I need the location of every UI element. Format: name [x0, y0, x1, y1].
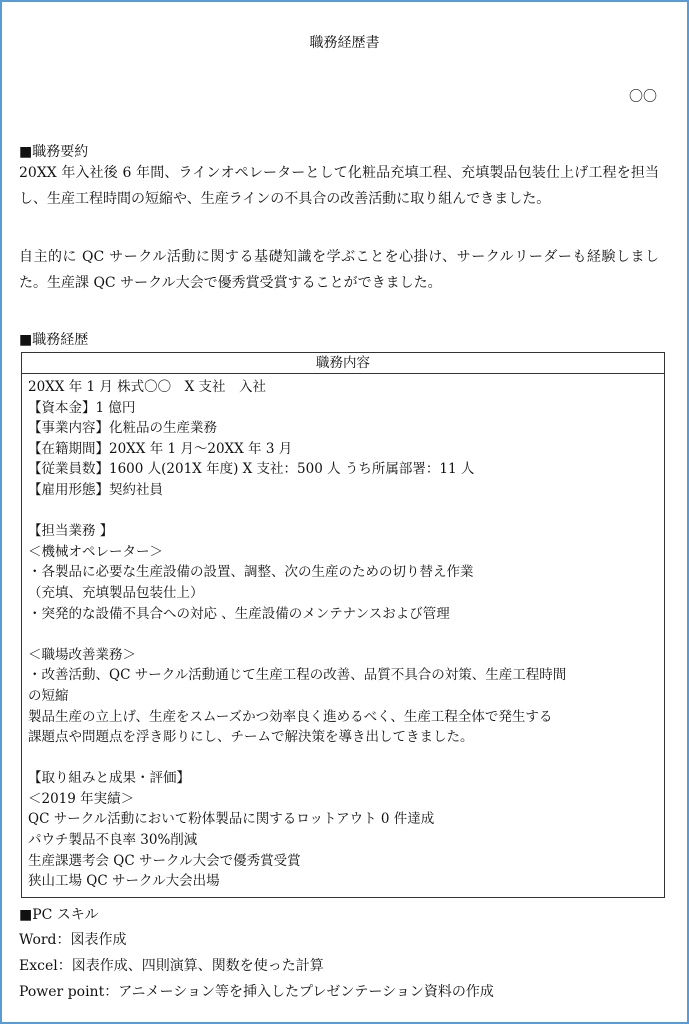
- summary-heading: ■職務要約: [19, 144, 89, 160]
- table-line: 【在籍期間】20XX 年 1 月〜20XX 年 3 月: [28, 440, 293, 457]
- skill-powerpoint: Power point：アニメーション等を挿入したプレゼンテーション資料の作成: [19, 984, 494, 1000]
- table-line: 製品生産の立上げ、生産をスムーズかつ効率良く進めるべく、生産工程全体で発生する: [28, 708, 553, 725]
- history-heading: ■職務経歴: [19, 332, 89, 348]
- summary-paragraph-2: 自主的に QC サークル活動に関する基礎知識を学ぶことを心掛け、サークルリーダーも経験しました。生産課 QC サークル大会で優秀賞受賞することができました。: [19, 249, 659, 291]
- document-title: 職務経歴書: [309, 35, 380, 51]
- table-line: ＜職場改善業務＞: [28, 646, 136, 663]
- table-line: 【事業内容】化粧品の生産業務: [28, 420, 217, 437]
- table-line: ・改善活動、QC サークル活動通じて生産工程の改善、品質不具合の対策、生産工程時間: [28, 667, 567, 684]
- skill-word: Word：図表作成: [19, 932, 127, 948]
- table-line: （充填、充填製品包装仕上）: [28, 584, 204, 601]
- table-line: 生産課選考会 QC サークル大会で優秀賞受賞: [28, 852, 301, 869]
- skill-excel: Excel：図表作成、四則演算、関数を使った計算: [19, 958, 324, 974]
- table-line: QC サークル活動において粉体製品に関するロットアウト 0 件達成: [28, 811, 435, 828]
- job-history-table: [21, 352, 665, 898]
- table-line: ＜2019 年実績＞: [28, 790, 135, 807]
- table-spacer: [28, 624, 658, 645]
- table-spacer: [28, 501, 658, 522]
- table-line: ＜機械オペレーター＞: [28, 543, 163, 560]
- table-body: [22, 374, 664, 892]
- table-line: 20XX 年 1 月 株式〇〇 X 支社 入社: [28, 379, 267, 395]
- table-line: 【担当業務 】: [28, 523, 114, 540]
- table-line: ・突発的な設備不具合への対応 、生産設備のメンテナンスおよび管理: [28, 605, 450, 622]
- table-line: の短縮: [28, 687, 69, 704]
- table-line: 【雇用形態】契約社員: [28, 481, 163, 498]
- applicant-name: 〇〇: [629, 89, 657, 105]
- table-line: 狭山工場 QC サークル大会出場: [28, 873, 220, 890]
- table-line: パウチ製品不良率 30%削減: [28, 832, 198, 849]
- summary-paragraph-1: 20XX 年入社後 6 年間、ラインオペレーターとして化粧品充填工程、充填製品包装仕上げ工程を担当し、生産工程時間の短縮や、生産ラインの不具合の改善活動に取り組んできました。: [19, 165, 659, 207]
- table-line: 課題点や問題点を浮き彫りにし、チームで解決策を導き出してきました。: [28, 729, 474, 746]
- skills-heading: ■PC スキル: [19, 907, 99, 923]
- table-line: 【従業員数】1600 人(201X 年度) X 支社：500 人 うち所属部署：11 人: [28, 461, 475, 478]
- table-line: ・各製品に必要な生産設備の設置、調整、次の生産のための切り替え作業: [28, 564, 474, 581]
- table-spacer: [28, 748, 658, 769]
- table-line: 【取り組みと成果・評価】: [28, 770, 190, 787]
- table-header: 職務内容: [22, 353, 664, 374]
- table-line: 【資本金】1 億円: [28, 399, 136, 416]
